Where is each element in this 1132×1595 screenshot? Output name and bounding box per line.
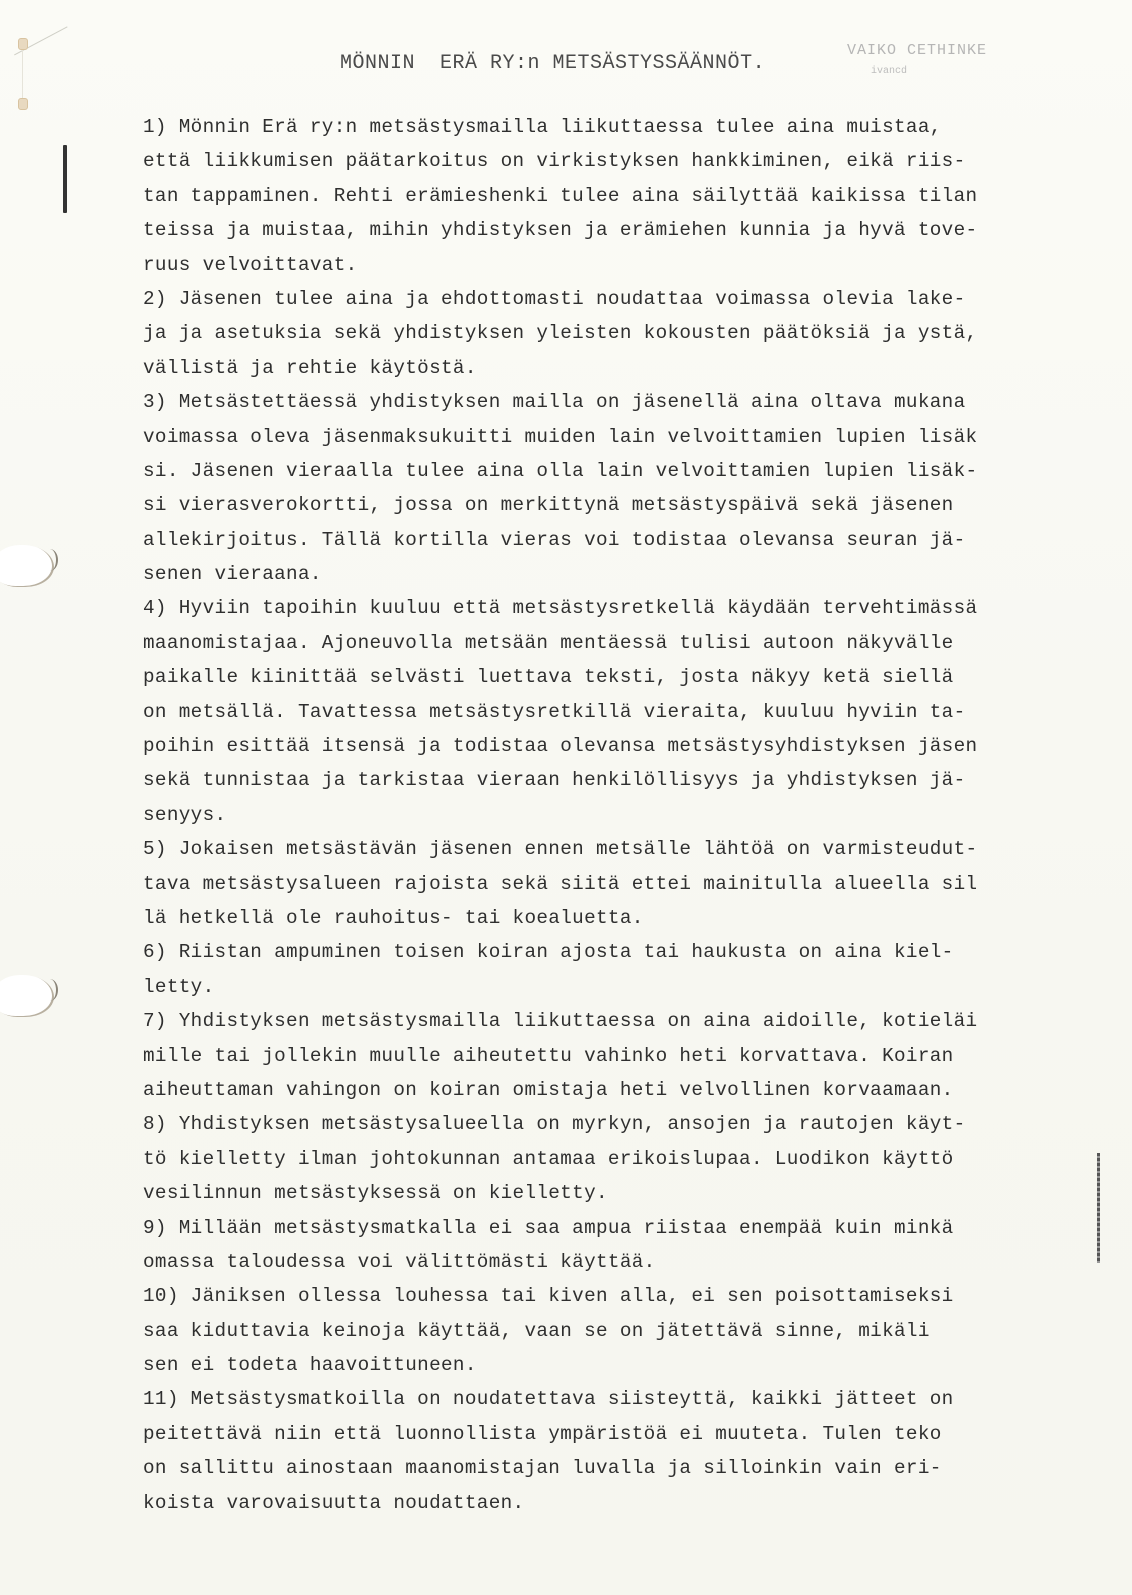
text-line: sekä tunnistaa ja tarkistaa vieraan henkilöllisyys ja yhdistyksen jä- [143,769,966,792]
text-line: vällistä ja rehtie käytöstä. [143,356,477,379]
margin-pen-mark [63,145,67,213]
bleed-through-text: VAIKO CETHINKE [847,42,988,59]
document-title: MÖNNIN ERÄ RY:n METSÄSTYSSÄÄNNÖT. [340,52,766,75]
folded-corner [0,0,68,55]
text-line: saa kiduttavia keinoja käyttää, vaan se on jätettävä sinne, mikäli [143,1319,930,1342]
text-line: lä hetkellä ole rauhoitus- tai koealuetta. [143,906,644,929]
text-line: ruus velvoittavat. [143,253,358,276]
text-line: si. Jäsenen vieraalla tulee aina olla lain velvoittamien lupien lisäk- [143,459,978,482]
text-line: poihin esittää itsensä ja todistaa olevansa metsästysyhdistyksen jäsen [143,735,978,758]
text-line: 9) Millään metsästysmatkalla ei saa ampua riistaa enempää kuin minkä [143,1216,954,1239]
text-line: tö kielletty ilman johtokunnan antamaa erikoislupaa. Luodikon käyttö [143,1147,954,1170]
text-line: maanomistajaa. Ajoneuvolla metsään mentäessä tulisi autoon näkyvälle [143,631,954,654]
text-line: 11) Metsästysmatkoilla on noudatettava siisteyttä, kaikki jätteet on [143,1388,954,1411]
text-line: 6) Riistan ampuminen toisen koiran ajosta tai haukusta on aina kiel- [143,941,954,964]
text-line: senyys. [143,803,227,826]
punch-hole-lower [0,975,54,1017]
text-line: 3) Metsästettäessä yhdistyksen mailla on jäsenellä aina oltava mukana [143,391,966,414]
text-line: on sallittu ainostaan maanomistajan luvalla ja silloinkin vain eri- [143,1457,942,1480]
text-line: letty. [143,975,215,998]
text-line: 5) Jokaisen metsästävän jäsenen ennen metsälle lähtöä on varmisteudut- [143,838,978,861]
punch-hole-upper [0,545,54,587]
text-line: 8) Yhdistyksen metsästysalueella on myrkyn, ansojen ja rautojen käyt- [143,1113,966,1136]
text-line: paikalle kiinittää selvästi luettava teksti, josta näkyy ketä siellä [143,666,954,689]
text-line: omassa taloudessa voi välittömästi käyttää. [143,1250,656,1273]
text-line: 7) Yhdistyksen metsästysmailla liikuttaessa on aina aidoille, kotieläi [143,1010,978,1033]
staple-mark [22,50,23,105]
bleed-through-text: ivancd [871,66,908,77]
text-line: vesilinnun metsästyksessä on kielletty. [143,1182,608,1205]
text-line: voimassa oleva jäsenmaksukuitti muiden lain velvoittamien lupien lisäk [143,425,978,448]
text-line: 1) Mönnin Erä ry:n metsästysmailla liikuttaessa tulee aina muistaa, [143,116,942,138]
text-line: allekirjoitus. Tällä kortilla vieras voi todistaa olevansa seuran jä- [143,528,966,551]
text-line: että liikkumisen päätarkoitus on virkistyksen hankkiminen, eikä riis- [143,150,966,173]
text-line: tava metsästysalueen rajoista sekä siitä ettei mainitulla alueella sil [143,872,978,895]
text-line: senen vieraana. [143,563,322,586]
text-line: koista varovaisuutta noudattaen. [143,1491,525,1514]
text-line: teissa ja muistaa, mihin yhdistyksen ja erämiehen kunnia ja hyvä tove- [143,219,978,242]
text-line: on metsällä. Tavattessa metsästysretkillä vieraita, kuuluu hyviin ta- [143,700,966,723]
text-line: ja ja asetuksia sekä yhdistyksen yleisten kokousten päätöksiä ja ystä, [143,322,978,345]
text-line: aiheuttaman vahingon on koiran omistaja heti velvollinen korvaamaan. [143,1078,954,1101]
text-line: si vierasverokortti, jossa on merkittynä metsästyspäivä sekä jäsenen [143,494,954,517]
text-line: 10) Jäniksen ollessa louhessa tai kiven alla, ei sen poisottamiseksi [143,1285,954,1308]
text-line: tan tappaminen. Rehti erämieshenki tulee aina säilyttää kaikissa tilan [143,184,978,207]
text-line: peitettävä niin että luonnollista ympäristöä ei muuteta. Tulen teko [143,1422,942,1445]
text-line: 4) Hyviin tapoihin kuuluu että metsästysretkellä käydään tervehtimässä [143,597,978,620]
staple-hole-bottom [18,98,28,110]
rules-text [143,110,1103,1520]
text-line: 2) Jäsenen tulee aina ja ehdottomasti noudattaa voimassa olevia lake- [143,287,966,310]
staple-hole-top [18,38,28,50]
text-line: mille tai jollekin muulle aiheutettu vahinko heti korvattava. Koiran [143,1044,954,1067]
text-line: sen ei todeta haavoittuneen. [143,1354,477,1377]
